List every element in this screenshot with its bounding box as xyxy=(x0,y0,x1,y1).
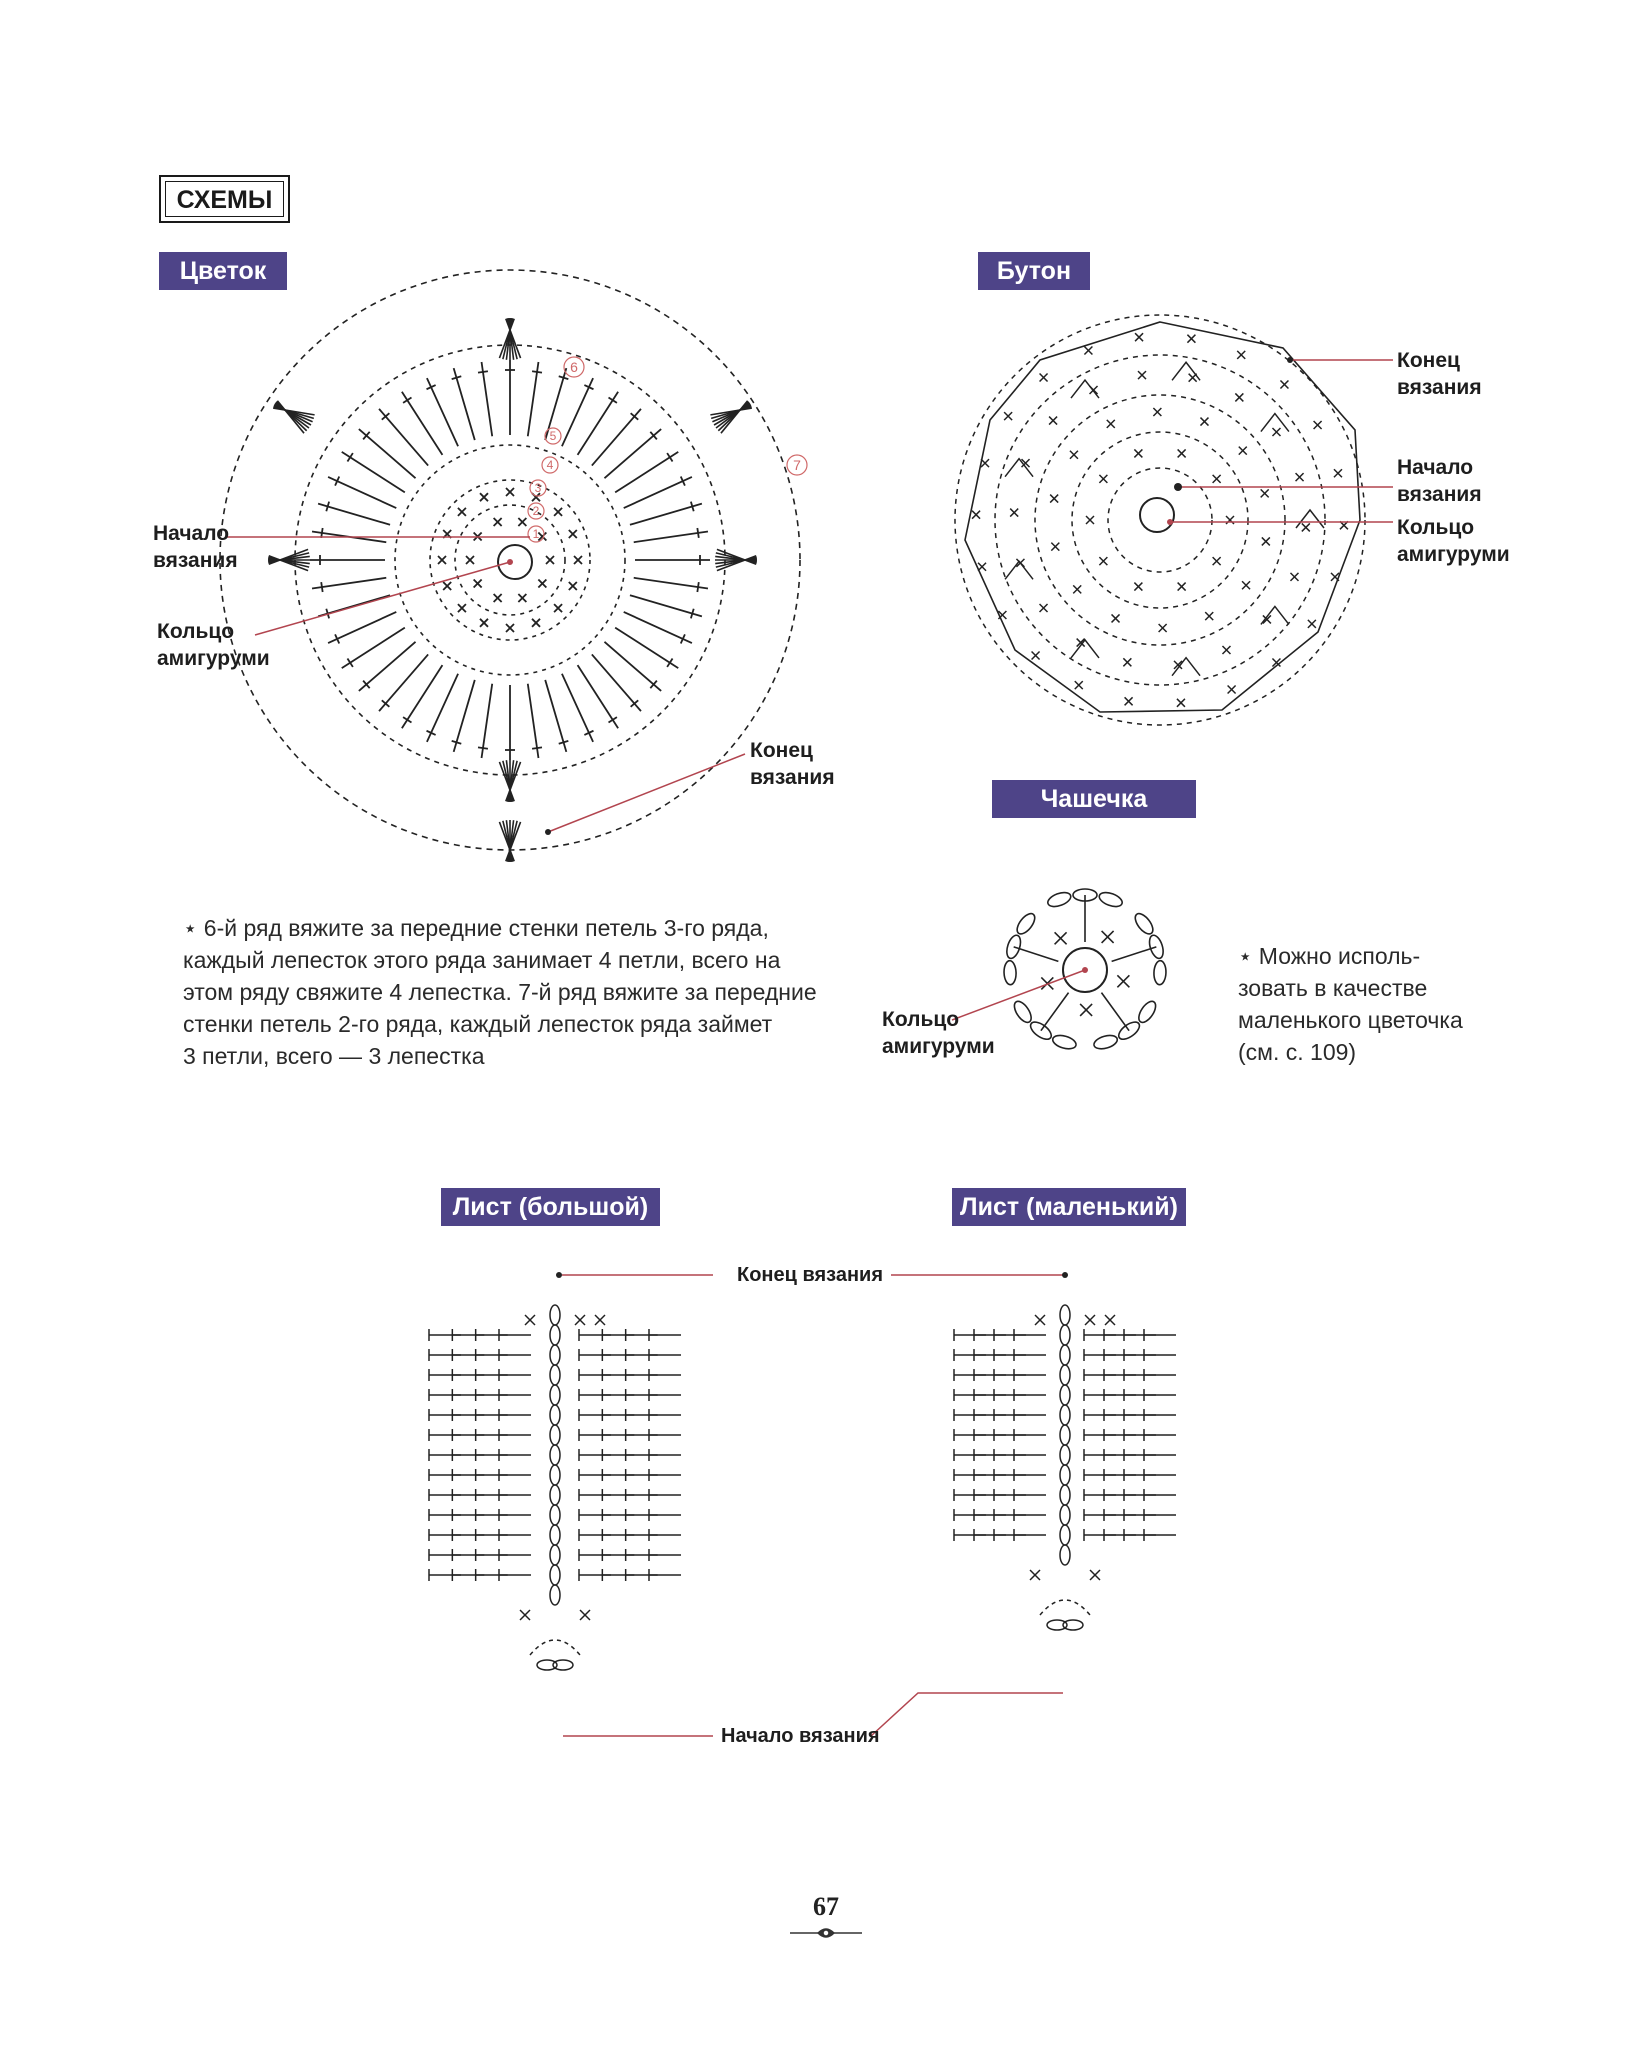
flower-badge: Цветок xyxy=(159,252,287,290)
flower-end-label: Конец вязания xyxy=(750,739,835,789)
round-number-1: 1 xyxy=(532,527,540,541)
flower-start-label: Начало вязания xyxy=(153,522,238,572)
bud-badge: Бутон xyxy=(978,252,1090,290)
calyx-ring-label: Кольцо амигуруми xyxy=(882,1008,995,1058)
asterisk-icon: ⋆ xyxy=(183,915,204,941)
section-title-text: СХЕМЫ xyxy=(165,181,284,217)
round-number-4: 4 xyxy=(546,458,554,472)
calyx-badge: Чашечка xyxy=(992,780,1196,818)
leaf-large-badge: Лист (большой) xyxy=(441,1188,660,1226)
bud-start-label: Начало вязания xyxy=(1397,456,1482,506)
asterisk-icon: ⋆ xyxy=(1238,943,1259,969)
round-number-5: 5 xyxy=(549,429,557,443)
leaf-small-badge: Лист (маленький) xyxy=(952,1188,1186,1226)
round-number-3: 3 xyxy=(534,481,542,495)
flower-note: ⋆ 6-й ряд вяжите за передние стенки петель 3-го ряда, каждый лепесток этого ряда занимает 4 петли, всего на этом ряду свяжите 4 лепестка. 7-й ряд вяжите за передние стенки петель 2-го ряда, каждый лепесток ряда займет 3 петли, всего — 3 лепестка xyxy=(183,915,817,1069)
round-number-2: 2 xyxy=(532,504,540,518)
page-number: 67 xyxy=(813,1892,839,1921)
round-number-7: 7 xyxy=(793,457,801,473)
leaves-end-label: Конец вязания xyxy=(737,1264,884,1286)
flower-ring-label: Кольцо амигуруми xyxy=(157,620,270,670)
round-number-6: 6 xyxy=(570,359,578,375)
calyx-note: ⋆ Можно исполь- зовать в качестве маленького цветочка (см. с. 109) xyxy=(1238,943,1463,1065)
bud-end-label: Конец вязания xyxy=(1397,349,1482,399)
leaves-start-label: Начало вязания xyxy=(721,1725,880,1747)
bud-ring-label: Кольцо амигуруми xyxy=(1397,516,1510,566)
